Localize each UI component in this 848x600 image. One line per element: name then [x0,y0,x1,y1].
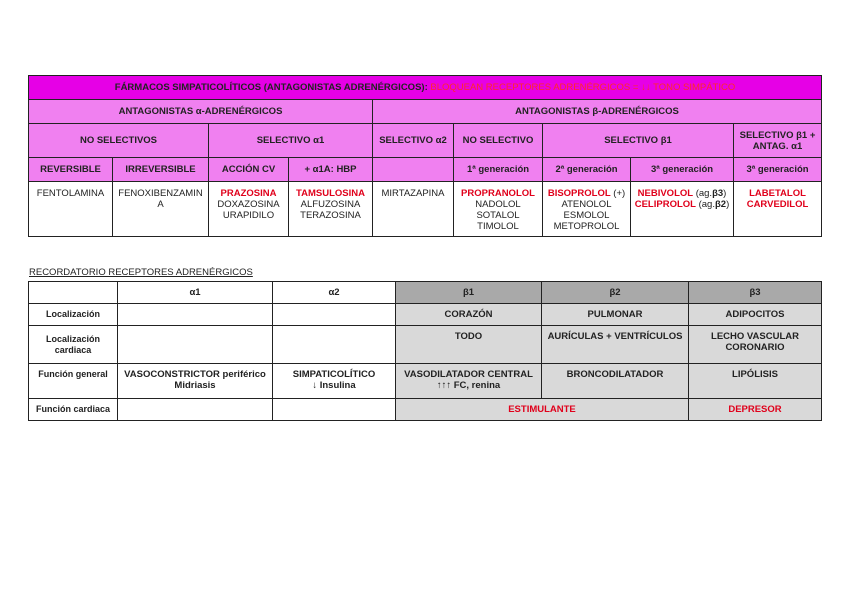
adrenergic-receptors-table [28,281,822,421]
beta-antagonists-header: ANTAGONISTAS β-ADRENÉRGICOS [373,100,822,124]
selectivo-a2-header: SELECTIVO α2 [373,124,454,158]
header-b1: β1 [396,282,542,304]
cell-fc-a2 [273,399,396,421]
fg-a1-line2: Midriasis [174,380,216,391]
cell-loccard-a2 [273,326,396,364]
cell-fg-b1 [396,364,542,399]
sympatholytic-drugs-table [28,75,822,237]
fg-b1-line2: ↑↑↑ FC, renina [436,380,501,391]
cell-fg-a2 [273,364,396,399]
cell-fg-b2: BRONCODILATADOR [542,364,689,399]
cell-loc-b2: PULMONAR [542,304,689,326]
drug-fenoxibenzamina: FENOXIBENZAMINA [118,188,203,210]
row-label-funcion-general: Función general [29,364,118,399]
no-selectivos-header: NO SELECTIVOS [29,124,209,158]
selectivo-a1-header: SELECTIVO α1 [209,124,373,158]
drug-propranolol: PROPRANOLOL [461,188,535,199]
bisoprolol-note: (+) [610,188,626,199]
nebivolol-note-post: ) [723,188,727,199]
table-title [29,76,822,100]
cell-fg-b3: LIPÓLISIS [689,364,822,399]
nebivolol-note-b: β3 [712,188,724,199]
drug-doxazosina: DOXAZOSINA [217,199,280,210]
drug-urapidilo: URAPIDILO [222,210,275,221]
no-selectivo-header: NO SELECTIVO [454,124,543,158]
fg-a2-line1: SIMPATICOLÍTICO [292,369,376,380]
cell-selectivo-a2 [373,182,454,237]
drug-sotalol: SOTALOL [476,210,520,221]
title-bold: FÁRMACOS SIMPATICOLÍTICOS (ANTAGONISTAS ADRENÉRGICOS): [114,82,428,93]
cell-accion-cv [209,182,289,237]
cell-gen3 [631,182,734,237]
cell-gen2 [543,182,631,237]
fg-a2-line2: ↓ Insulina [312,380,356,391]
drug-metoprolol: METOPROLOL [553,221,620,232]
cell-fc-b12: ESTIMULANTE [396,399,689,421]
cell-fenoxibenzamina [113,182,209,237]
header-a2: α2 [273,282,396,304]
gen2-header: 2ª generación [543,158,631,182]
nebivolol-note-pre: (ag. [693,188,713,199]
celiprolol-note-post: ) [726,199,730,210]
cell-a1a-hbp [289,182,373,237]
cell-fc-b3: DEPRESOR [689,399,822,421]
drug-atenolol: ATENOLOL [561,199,612,210]
irreversible-header: IRREVERSIBLE [113,158,209,182]
celiprolol-note-b: β2 [714,199,727,210]
cell-loccard-b2: AURÍCULAS + VENTRÍCULOS [542,326,689,364]
drug-alfuzosina: ALFUZOSINA [300,199,361,210]
drug-prazosina: PRAZOSINA [220,188,277,199]
drug-nebivolol: NEBIVOLOL [637,188,694,199]
header-empty [29,282,118,304]
row-label-loc-cardiaca: Localización cardiaca [29,326,118,364]
alpha-antagonists-header: ANTAGONISTAS α-ADRENÉRGICOS [29,100,373,124]
cell-loc-b1: CORAZÓN [396,304,542,326]
row-label-localizacion: Localización [29,304,118,326]
cell-fg-a1 [118,364,273,399]
cell-loc-a2 [273,304,396,326]
accion-cv-header: ACCIÓN CV [209,158,289,182]
cell-loccard-b1: TODO [396,326,542,364]
cell-gen1 [454,182,543,237]
drug-tamsulosina: TAMSULOSINA [296,188,365,199]
header-a1: α1 [118,282,273,304]
gen1-header: 1ª generación [454,158,543,182]
selectivo-b1-antag-header: SELECTIVO β1 + ANTAG. α1 [734,124,822,158]
blank-header [373,158,454,182]
drug-terazosina: TERAZOSINA [300,210,361,221]
cell-fentolamina [29,182,113,237]
cell-loccard-b3: LECHO VASCULAR CORONARIO [689,326,822,364]
celiprolol-note-pre: (ag. [695,199,715,210]
title-rest: BLOQUEAN RECEPTORES ADRENÉRGICOS = ↓↓ TONO SIMPÁTICO [427,82,736,93]
drug-nadolol: NADOLOL [475,199,521,210]
selectivo-b1-header: SELECTIVO β1 [543,124,734,158]
drug-labetalol: LABETALOL [749,188,806,199]
fg-a1-line1: VASOCONSTRICTOR periférico [124,369,266,380]
reversible-header: REVERSIBLE [29,158,113,182]
drug-mirtazapina: MIRTAZAPINA [381,188,445,199]
drug-celiprolol: CELIPROLOL [634,199,696,210]
drug-timolol: TIMOLOL [477,221,519,232]
drug-carvedilol: CARVEDILOL [746,199,809,210]
drug-esmolol: ESMOLOL [563,210,610,221]
header-b2: β2 [542,282,689,304]
drug-bisoprolol: BISOPROLOL [547,188,611,199]
fg-b1-line1: VASODILATADOR CENTRAL [404,369,533,380]
cell-loccard-a1 [118,326,273,364]
gen3-header: 3ª generación [631,158,734,182]
row-label-funcion-cardiaca: Función cardiaca [29,399,118,421]
drug-fentolamina: FENTOLAMINA [36,188,105,199]
a1a-hbp-header: + α1A: HBP [289,158,373,182]
receptors-reminder-caption: RECORDATORIO RECEPTORES ADRENÉRGICOS [29,267,253,278]
cell-loc-a1 [118,304,273,326]
cell-gen3-antag [734,182,822,237]
cell-loc-b3: ADIPOCITOS [689,304,822,326]
cell-fc-a1 [118,399,273,421]
header-b3: β3 [689,282,822,304]
gen3-header-b: 3ª generación [734,158,822,182]
